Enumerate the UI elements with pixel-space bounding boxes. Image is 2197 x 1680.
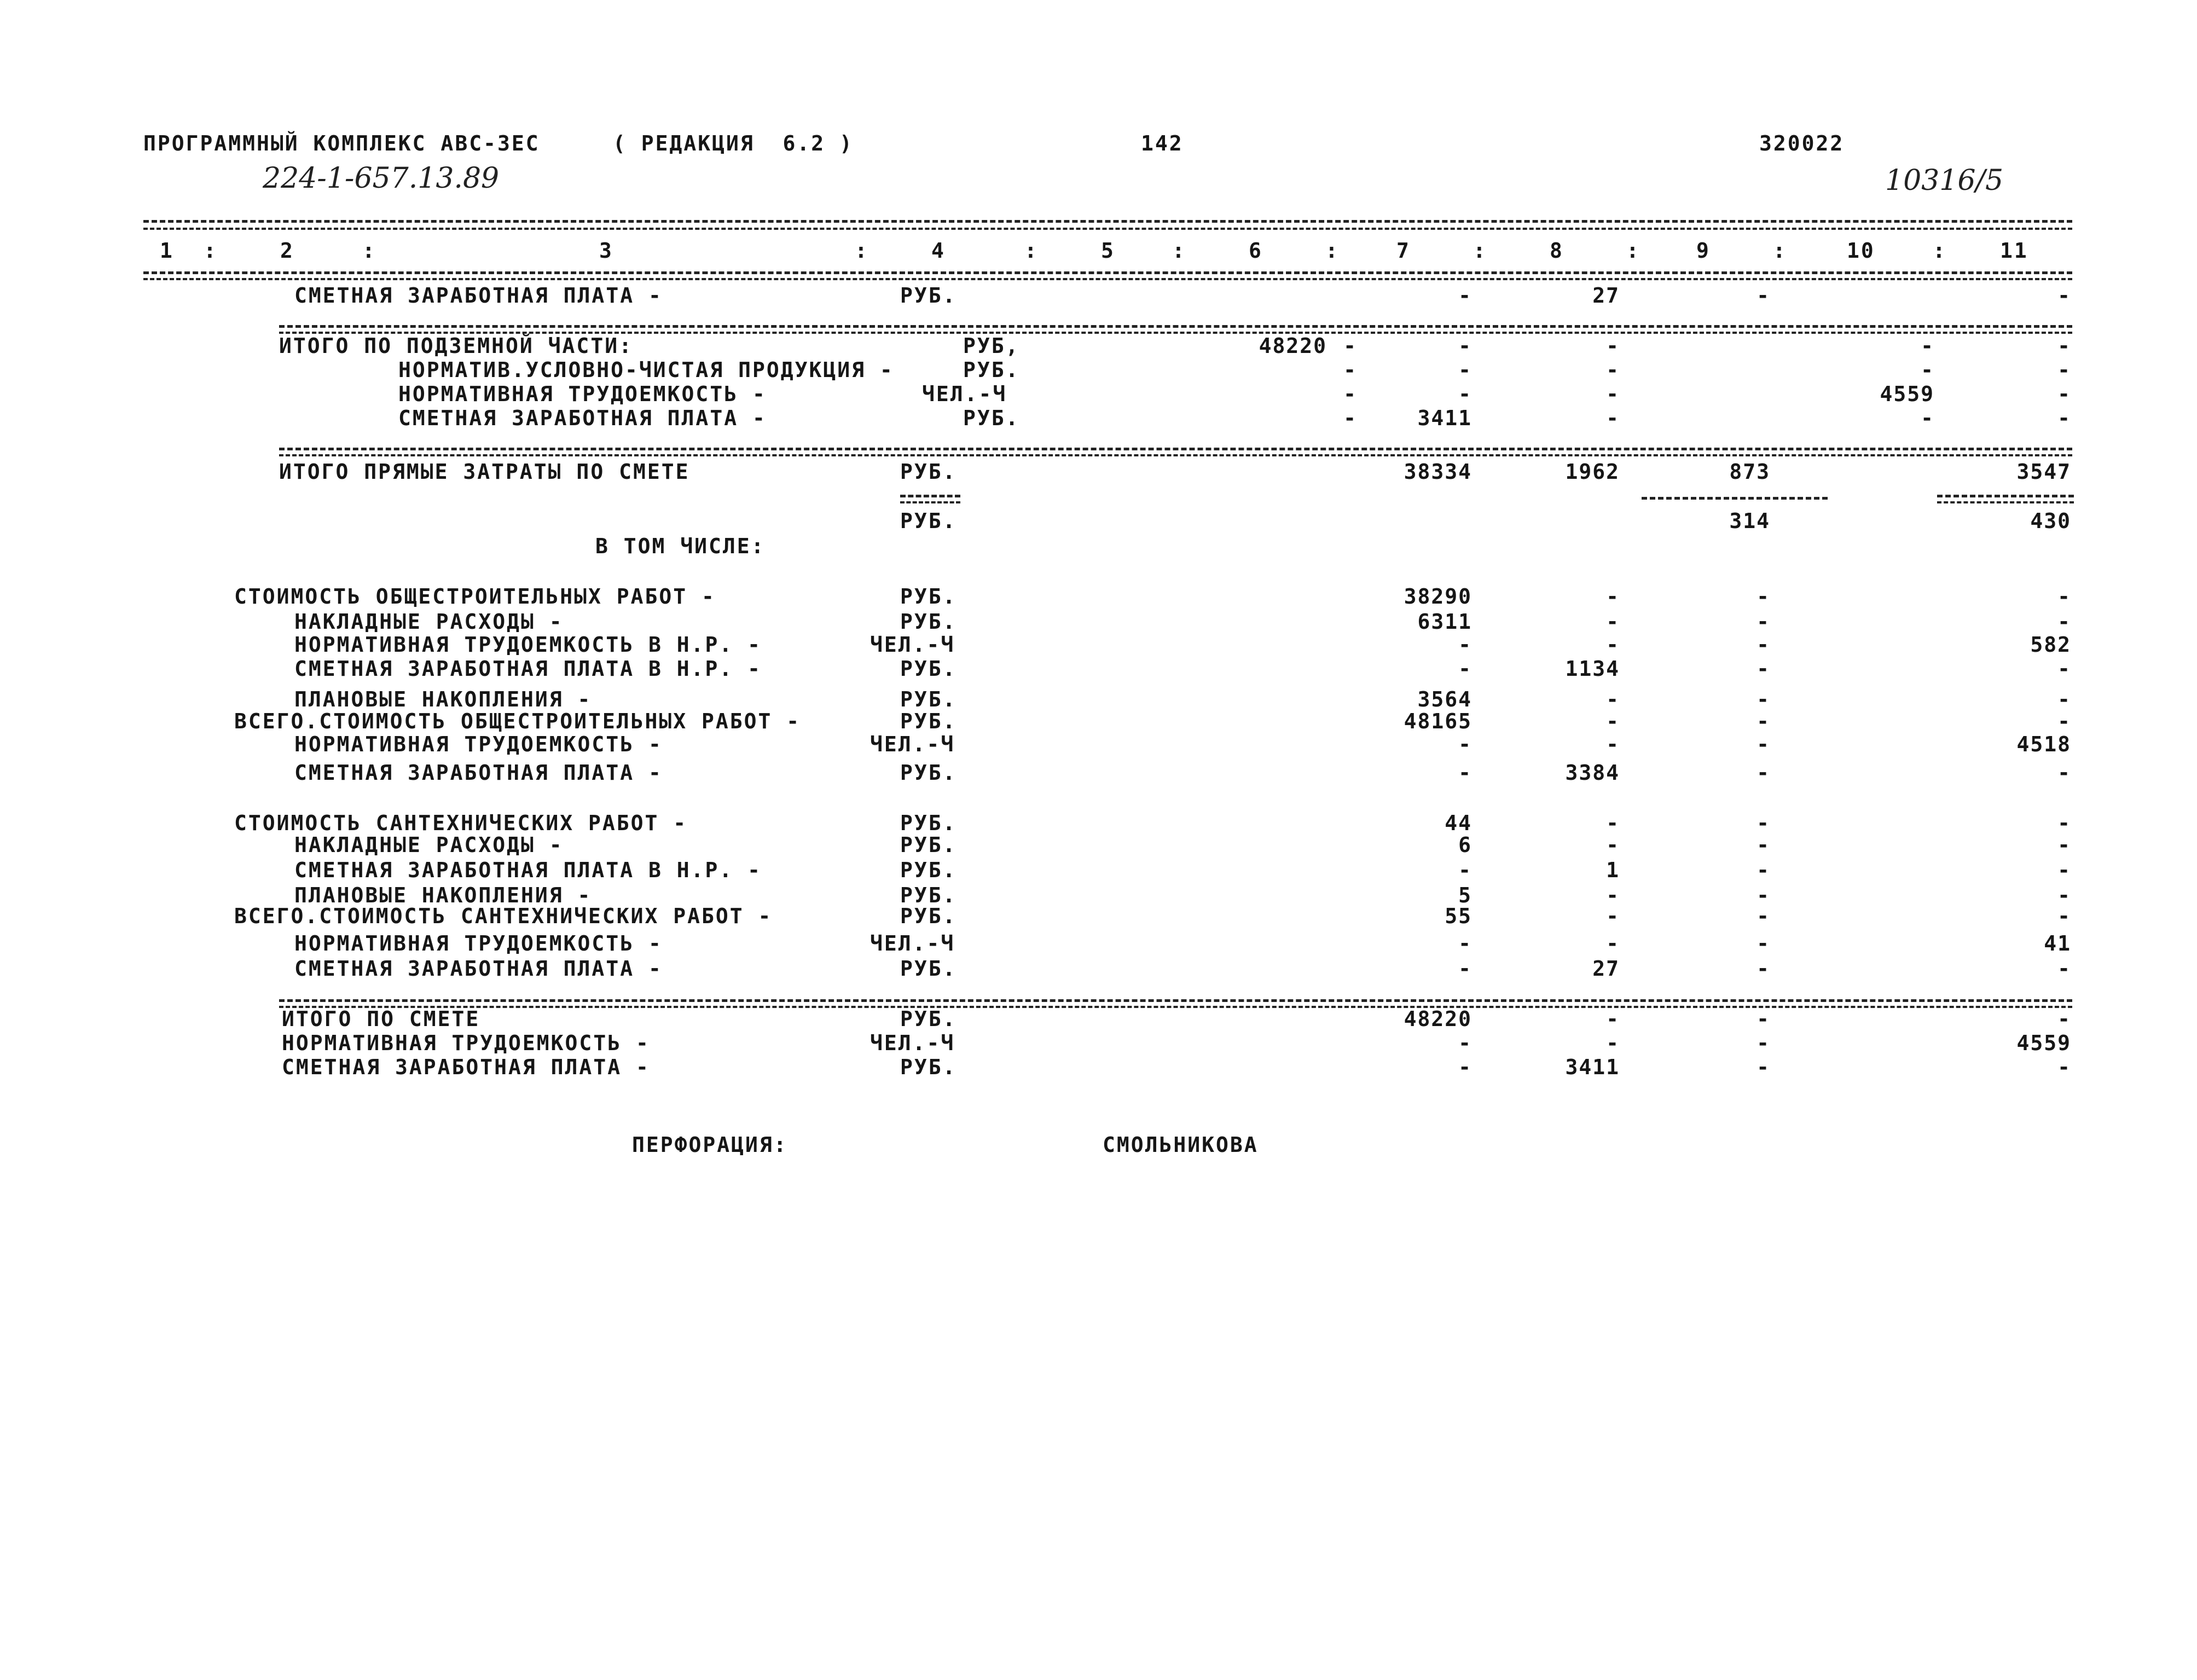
cell-c10: -: [1921, 358, 1934, 382]
perforation-name: СМОЛЬНИКОВА: [1103, 1133, 1259, 1157]
cell-c8: 3384: [1565, 761, 1620, 785]
row-label: НОРМАТИВНАЯ ТРУДОЕМКОСТЬ -: [294, 931, 663, 955]
cell-c8: -: [1606, 883, 1620, 907]
row-label: СМЕТНАЯ ЗАРАБОТНАЯ ПЛАТА -: [294, 957, 663, 981]
row-unit: РУБ.: [963, 358, 1020, 382]
cell-c11: -: [2057, 687, 2071, 711]
handwritten-reference-left: 224-1-657.13.89: [263, 162, 500, 195]
cell-c8: -: [1606, 687, 1620, 711]
cell-c8: -: [1606, 709, 1620, 733]
cell-c9: -: [1757, 687, 1770, 711]
cell-c10: -: [1921, 334, 1934, 358]
cell-c11: -: [2057, 904, 2071, 928]
column-number-11: 11: [2000, 239, 2028, 263]
cell-c7: -: [1458, 931, 1472, 955]
cell-c9: -: [1757, 1007, 1770, 1031]
row-unit: РУБ.: [900, 904, 957, 928]
row-unit: РУБ.: [900, 584, 957, 609]
cell-c7: -: [1458, 858, 1472, 882]
row-unit: РУБ.: [900, 1055, 957, 1079]
column-number-1: 1: [160, 239, 174, 263]
cell-c10: -: [1921, 406, 1934, 430]
cell-c9: -: [1757, 761, 1770, 785]
col11-underline: [1937, 495, 2074, 497]
cell-c11: 41: [2044, 931, 2071, 955]
row-unit: РУБ.: [900, 1007, 957, 1031]
cell-c6: 48220: [1259, 334, 1327, 358]
cell-c8: -: [1606, 633, 1620, 657]
cell-c9: -: [1757, 732, 1770, 756]
cell-c8: -: [1606, 1007, 1620, 1031]
cell-c9: -: [1757, 858, 1770, 882]
row-unit: РУБ.: [900, 610, 957, 634]
cell-c11: 430: [2030, 509, 2071, 533]
row-label: В ТОМ ЧИСЛЕ:: [595, 534, 766, 558]
cell-c7: -: [1458, 1031, 1472, 1055]
cell-c7: -: [1458, 334, 1472, 358]
cell-c11: -: [2057, 709, 2071, 733]
row-label: СМЕТНАЯ ЗАРАБОТНАЯ ПЛАТА В Н.Р. -: [294, 657, 762, 681]
row-label: СМЕТНАЯ ЗАРАБОТНАЯ ПЛАТА В Н.Р. -: [294, 858, 762, 882]
cell-c7: 5: [1458, 883, 1472, 907]
row-label: СТОИМОСТЬ САНТЕХНИЧЕСКИХ РАБОТ -: [234, 811, 688, 835]
page-number: 142: [1141, 131, 1184, 155]
cell-c11: -: [2057, 382, 2071, 406]
cell-c7: 6: [1458, 833, 1472, 857]
row-unit: РУБ.: [900, 833, 957, 857]
column-separator: :: [855, 239, 869, 263]
column-separator: :: [1626, 239, 1640, 263]
cell-c11: 4559: [2016, 1031, 2071, 1055]
row-label: СМЕТНАЯ ЗАРАБОТНАЯ ПЛАТА -: [282, 1055, 650, 1079]
unit-underline: [900, 495, 960, 497]
row-label: ПЛАНОВЫЕ НАКОПЛЕНИЯ -: [294, 687, 592, 711]
column-number-9: 9: [1696, 239, 1711, 263]
row-label: НАКЛАДНЫЕ РАСХОДЫ -: [294, 610, 564, 634]
row-unit: РУБ.: [900, 657, 957, 681]
cell-c7: -: [1458, 732, 1472, 756]
row-label: ВСЕГО.СТОИМОСТЬ САНТЕХНИЧЕСКИХ РАБОТ -: [234, 904, 773, 928]
row-unit: ЧЕЛ.-Ч: [870, 732, 955, 756]
section-rule-3b: [279, 1006, 2072, 1008]
cell-c11: 3547: [2016, 460, 2071, 484]
cell-c8: -: [1606, 382, 1620, 406]
row-label: СМЕТНАЯ ЗАРАБОТНАЯ ПЛАТА -: [398, 406, 767, 430]
cell-c7: 48165: [1404, 709, 1472, 733]
cell-c8: -: [1606, 811, 1620, 835]
column-number-4: 4: [931, 239, 946, 263]
row-label: ВСЕГО.СТОИМОСТЬ ОБЩЕСТРОИТЕЛЬНЫХ РАБОТ -: [234, 709, 801, 733]
header-rule-bottom-2: [143, 278, 2072, 280]
cell-c9: -: [1757, 931, 1770, 955]
cell-c8: -: [1606, 931, 1620, 955]
section-rule-1: [279, 325, 2072, 328]
cell-c9: -: [1757, 811, 1770, 835]
row-label: НОРМАТИВНАЯ ТРУДОЕМКОСТЬ -: [398, 382, 767, 406]
cell-c11: -: [2057, 283, 2071, 308]
cell-c9: -: [1757, 709, 1770, 733]
cell-c7: -: [1458, 1055, 1472, 1079]
cell-c9: -: [1757, 883, 1770, 907]
column-number-8: 8: [1550, 239, 1564, 263]
cell-c11: -: [2057, 811, 2071, 835]
cell-c8: -: [1606, 1031, 1620, 1055]
column-separator: :: [1473, 239, 1487, 263]
column-separator: :: [1933, 239, 1947, 263]
header-rule-top: [143, 220, 2072, 223]
cell-c7: 6311: [1417, 610, 1472, 634]
row-unit: РУБ.: [900, 957, 957, 981]
column-separator: :: [362, 239, 376, 263]
column-separator: :: [1325, 239, 1340, 263]
cell-c7: -: [1458, 283, 1472, 308]
cell-c11: -: [2057, 1007, 2071, 1031]
cell-c11: -: [2057, 657, 2071, 681]
row-unit: ЧЕЛ.-Ч: [870, 1031, 955, 1055]
cell-c7: 48220: [1404, 1007, 1472, 1031]
cell-c8: -: [1606, 732, 1620, 756]
cell-c11: 582: [2030, 633, 2071, 657]
cell-c11: -: [2057, 334, 2071, 358]
cell-c11: -: [2057, 1055, 2071, 1079]
row-unit: РУБ.: [900, 460, 957, 484]
row-unit: РУБ.: [900, 709, 957, 733]
cell-c9: 314: [1729, 509, 1770, 533]
cell-c9: -: [1757, 957, 1770, 981]
col9-underline: [1642, 497, 1828, 500]
cell-c8: 3411: [1565, 1055, 1620, 1079]
header-rule-top-2: [143, 228, 2072, 230]
row-unit: РУБ.: [900, 687, 957, 711]
row-label: ИТОГО ПО СМЕТЕ: [282, 1007, 480, 1031]
column-number-5: 5: [1101, 239, 1115, 263]
cell-c9: -: [1757, 584, 1770, 609]
row-unit: РУБ.: [900, 761, 957, 785]
handwritten-reference-right: 10316/5: [1885, 164, 2004, 197]
cell-c7a: -: [1343, 334, 1357, 358]
cell-c11: -: [2057, 761, 2071, 785]
cell-c11: 4518: [2016, 732, 2071, 756]
cell-c8: 27: [1592, 957, 1620, 981]
cell-c7: -: [1458, 633, 1472, 657]
cell-c7: -: [1458, 761, 1472, 785]
cell-c7: 3564: [1417, 687, 1472, 711]
column-separator: :: [1773, 239, 1787, 263]
cell-c7: -: [1458, 382, 1472, 406]
cell-c7a: -: [1343, 382, 1357, 406]
row-label: ИТОГО ПРЯМЫЕ ЗАТРАТЫ ПО СМЕТЕ: [279, 460, 690, 484]
column-separator: :: [1024, 239, 1039, 263]
cell-c8: 1962: [1565, 460, 1620, 484]
section-rule-3: [279, 999, 2072, 1002]
cell-c7: -: [1458, 657, 1472, 681]
column-separator: :: [204, 239, 218, 263]
cell-c11: -: [2057, 584, 2071, 609]
edition-label: ( РЕДАКЦИЯ 6.2 ): [613, 131, 854, 155]
header-rule-bottom: [143, 271, 2072, 274]
cell-c9: -: [1757, 904, 1770, 928]
column-number-7: 7: [1396, 239, 1411, 263]
row-unit: ЧЕЛ.-Ч: [922, 382, 1007, 406]
unit-underline-2: [900, 501, 960, 503]
cell-c8: 27: [1592, 283, 1620, 308]
cell-c9: -: [1757, 283, 1770, 308]
perforation-label: ПЕРФОРАЦИЯ:: [632, 1133, 788, 1157]
cell-c7: 3411: [1417, 406, 1472, 430]
row-label: ИТОГО ПО ПОДЗЕМНОЙ ЧАСТИ:: [279, 334, 633, 358]
column-number-3: 3: [599, 239, 613, 263]
row-label: СТОИМОСТЬ ОБЩЕСТРОИТЕЛЬНЫХ РАБОТ -: [234, 584, 716, 609]
cell-c7a: -: [1343, 406, 1357, 430]
row-unit: РУБ.: [900, 883, 957, 907]
program-title: ПРОГРАММНЫЙ КОМПЛЕКС АВС-3ЕС: [143, 131, 540, 155]
row-unit: РУБ.: [900, 283, 957, 308]
row-unit: РУБ.: [900, 858, 957, 882]
cell-c8: -: [1606, 610, 1620, 634]
row-label: НОРМАТИВНАЯ ТРУДОЕМКОСТЬ В Н.Р. -: [294, 633, 762, 657]
row-unit: РУБ.: [900, 509, 957, 533]
section-rule-2b: [279, 454, 2072, 456]
column-number-2: 2: [280, 239, 294, 263]
row-label: ПЛАНОВЫЕ НАКОПЛЕНИЯ -: [294, 883, 592, 907]
row-label: СМЕТНАЯ ЗАРАБОТНАЯ ПЛАТА -: [294, 283, 663, 308]
row-unit: ЧЕЛ.-Ч: [870, 633, 955, 657]
cell-c7: 38290: [1404, 584, 1472, 609]
cell-c9: -: [1757, 657, 1770, 681]
row-label: НОРМАТИВНАЯ ТРУДОЕМКОСТЬ -: [282, 1031, 650, 1055]
cell-c7a: -: [1343, 358, 1357, 382]
row-label: НОРМАТИВНАЯ ТРУДОЕМКОСТЬ -: [294, 732, 663, 756]
cell-c8: 1: [1606, 858, 1620, 882]
cell-c8: -: [1606, 904, 1620, 928]
cell-c8: 1134: [1565, 657, 1620, 681]
cell-c8: -: [1606, 833, 1620, 857]
cell-c9: -: [1757, 833, 1770, 857]
cell-c7: 55: [1445, 904, 1472, 928]
column-number-6: 6: [1249, 239, 1263, 263]
row-unit: РУБ.: [963, 406, 1020, 430]
row-unit: РУБ,: [963, 334, 1020, 358]
row-label: НОРМАТИВ.УСЛОВНО-ЧИСТАЯ ПРОДУКЦИЯ -: [398, 358, 894, 382]
cell-c11: -: [2057, 406, 2071, 430]
cell-c11: -: [2057, 833, 2071, 857]
cell-c10: 4559: [1880, 382, 1934, 406]
cell-c11: -: [2057, 858, 2071, 882]
section-rule-2: [279, 448, 2072, 450]
cell-c8: -: [1606, 358, 1620, 382]
cell-c11: -: [2057, 883, 2071, 907]
row-unit: РУБ.: [900, 811, 957, 835]
cell-c9: -: [1757, 610, 1770, 634]
cell-c11: -: [2057, 957, 2071, 981]
column-number-10: 10: [1847, 239, 1875, 263]
col11-underline-2: [1937, 501, 2074, 503]
cell-c8: -: [1606, 406, 1620, 430]
cell-c9: 873: [1729, 460, 1770, 484]
cell-c7: 44: [1445, 811, 1472, 835]
cell-c7: 38334: [1404, 460, 1472, 484]
column-separator: :: [1172, 239, 1186, 263]
row-label: СМЕТНАЯ ЗАРАБОТНАЯ ПЛАТА -: [294, 761, 663, 785]
cell-c11: -: [2057, 358, 2071, 382]
row-unit: ЧЕЛ.-Ч: [870, 931, 955, 955]
cell-c8: -: [1606, 584, 1620, 609]
cell-c9: -: [1757, 1031, 1770, 1055]
document-code: 320022: [1759, 131, 1845, 155]
cell-c9: -: [1757, 1055, 1770, 1079]
cell-c8: -: [1606, 334, 1620, 358]
row-label: НАКЛАДНЫЕ РАСХОДЫ -: [294, 833, 564, 857]
cell-c9: -: [1757, 633, 1770, 657]
cell-c7: -: [1458, 358, 1472, 382]
cell-c11: -: [2057, 610, 2071, 634]
cell-c7: -: [1458, 957, 1472, 981]
